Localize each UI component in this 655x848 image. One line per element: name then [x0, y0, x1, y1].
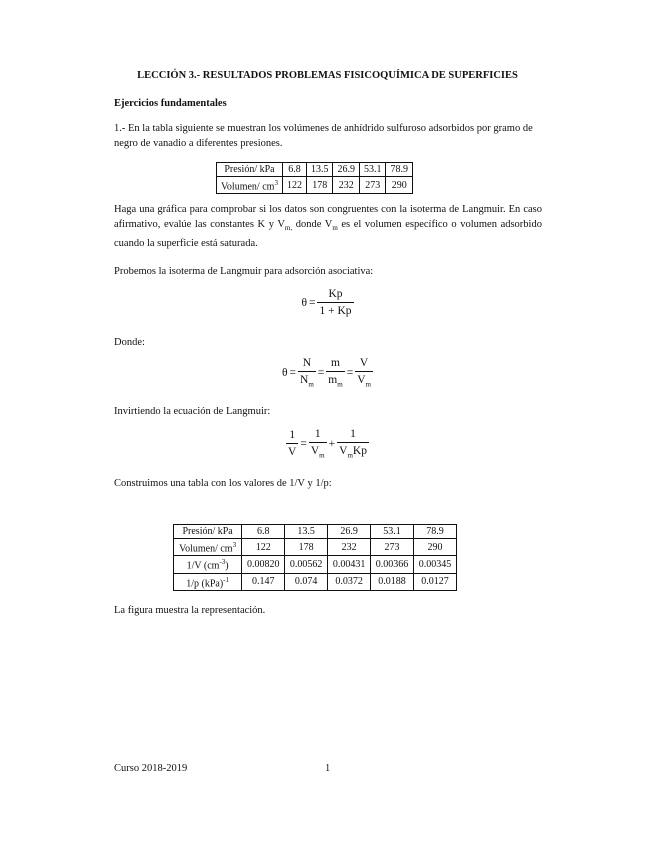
fraction: $\frac{1}{V_mKp}$	[339, 428, 367, 460]
table-cell: 26.9	[328, 525, 371, 539]
table-cell: 0.0127	[413, 573, 456, 590]
table-cell: 0.00562	[285, 556, 328, 573]
table-row	[174, 573, 457, 590]
figura-text: La figura muestra la representación.	[114, 605, 266, 616]
page-number: 1	[325, 763, 331, 774]
volume-label: Volumen/ $cm^3$	[174, 539, 242, 556]
volume-label: Volumen/ $cm^3$	[217, 177, 283, 194]
table-cell: 0.0188	[371, 573, 414, 590]
fraction: $\frac{1}{V_m}$	[310, 428, 325, 460]
inverted-equation: $\frac{1}{V}$ = $\frac{1}{V_m}$ + $\frac{1}{V_mKp}$	[288, 428, 367, 460]
table-cell: 232	[328, 539, 371, 556]
table-cell: 290	[386, 177, 413, 194]
theta-symbol: θ	[301, 296, 307, 309]
fraction: $\frac{m}{m_m}$	[328, 357, 343, 389]
table-cell: 13.5	[285, 525, 328, 539]
footer-course: Curso 2018-2019	[114, 763, 188, 774]
table-cell: 178	[306, 177, 333, 194]
table-cell: 78.9	[413, 525, 456, 539]
inverse-pressure-label: 1/p (kPa)$^{-1}$	[174, 573, 242, 590]
table-cell: 6.8	[282, 163, 306, 177]
page-title: LECCIÓN 3.- RESULTADOS PROBLEMAS FISICOQUÍMICA DE SUPERFICIES	[137, 70, 518, 81]
pressure-label: Presión/ kPa	[217, 163, 283, 177]
table-cell: 78.9	[386, 163, 413, 177]
table-cell: 0.00431	[328, 556, 371, 573]
table-cell: 53.1	[371, 525, 414, 539]
fraction: $\frac{Kp}{1 + Kp}$	[319, 288, 352, 317]
results-table	[173, 524, 457, 591]
table-cell: 178	[285, 539, 328, 556]
probemos-text: Probemos la isoterma de Langmuir para adsorción asociativa:	[114, 266, 374, 277]
table-cell: 0.00345	[413, 556, 456, 573]
table-row	[174, 556, 457, 573]
table-cell: 6.8	[242, 525, 285, 539]
section-heading: Ejercicios fundamentales	[114, 98, 227, 109]
construimos-text: Construimos una tabla con los valores de 1/V y 1/p:	[114, 478, 332, 489]
table-cell: 0.074	[285, 573, 328, 590]
table-row	[217, 177, 413, 194]
donde-text: Donde:	[114, 337, 145, 348]
data-table	[216, 162, 413, 194]
table-row	[174, 539, 457, 556]
table-cell: 273	[371, 539, 414, 556]
table-cell: 232	[333, 177, 360, 194]
table-cell: 13.5	[306, 163, 333, 177]
langmuir-equation: θ = $\frac{Kp}{1 + Kp}$	[301, 288, 352, 317]
table-cell: 53.1	[359, 163, 386, 177]
table-cell: 0.00820	[242, 556, 285, 573]
table-cell: 0.00366	[371, 556, 414, 573]
inverse-volume-label: 1/V $(cm^{-3})$	[174, 556, 242, 573]
table-cell: 0.0372	[328, 573, 371, 590]
table-cell: 26.9	[333, 163, 360, 177]
table-cell: 0.147	[242, 573, 285, 590]
fraction: $\frac{V}{V_m}$	[357, 357, 371, 389]
fraction: $\frac{N}{N_m}$	[300, 357, 314, 389]
pressure-label: Presión/ kPa	[174, 525, 242, 539]
fraction: $\frac{1}{V}$	[288, 429, 297, 459]
table-cell: 290	[413, 539, 456, 556]
table-cell: 122	[242, 539, 285, 556]
table-cell: 122	[282, 177, 306, 194]
table-row	[217, 163, 413, 177]
coverage-equation: θ = $\frac{N}{N_m}$ = $\frac{m}{m_m}$ = $\frac{V}{V_m}$	[282, 357, 371, 389]
table-cell: 273	[359, 177, 386, 194]
problem-intro: 1.- En la tabla siguiente se muestran los volúmenes de anhídrido sulfuroso adsorbidos por gramo de negro de vanadio a diferentes presiones.	[114, 123, 533, 149]
table-row	[174, 525, 457, 539]
invirtiendo-text: Invirtiendo la ecuación de Langmuir:	[114, 406, 271, 417]
problem-task: Haga una gráfica para comprobar si los datos son congruentes con la isoterma de Langmuir. En caso afirmativo, evalúe las constantes K y $V_{m,}$ donde $V_m$ es el volumen específico o volumen adsorbido cuando la superficie está saturada.	[114, 204, 542, 250]
